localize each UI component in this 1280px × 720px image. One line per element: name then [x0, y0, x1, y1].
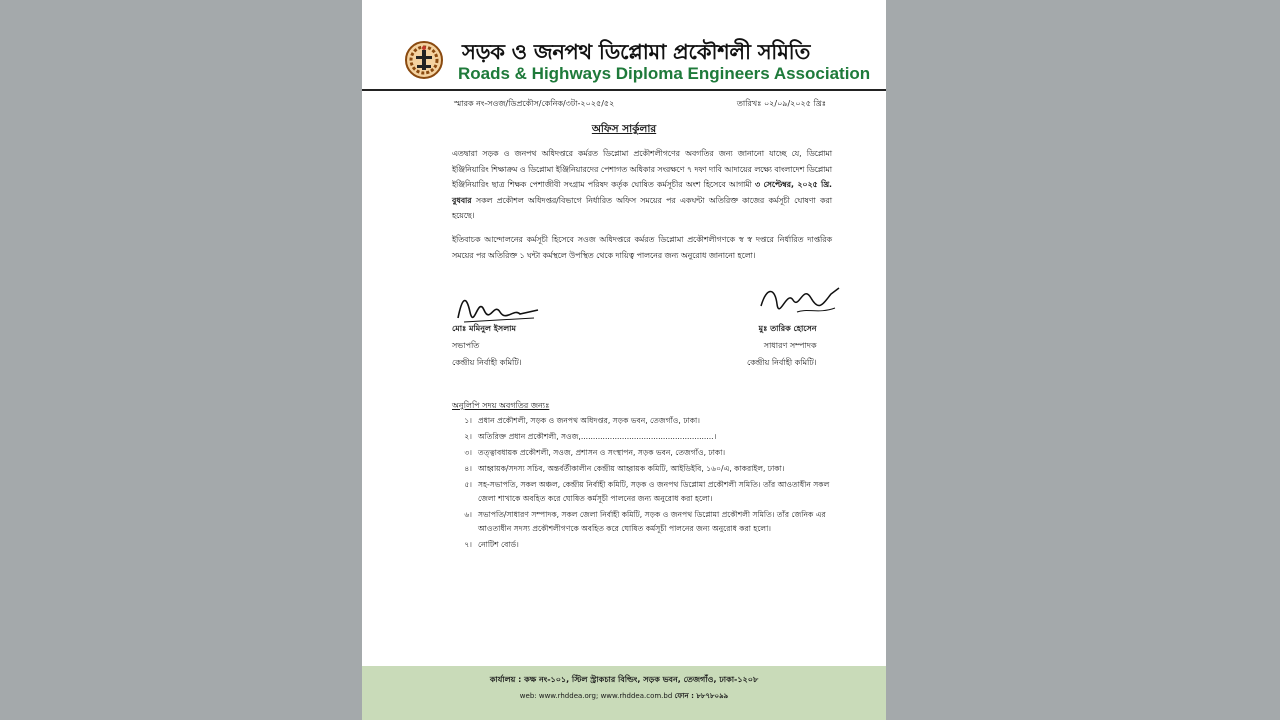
president-title: সভাপতি	[452, 341, 480, 350]
secretary-signature-block	[747, 290, 817, 371]
circular-title: অফিস সার্কুলার	[591, 123, 657, 135]
memo-date: তারিখঃ ০২/০৯/২০২৫ খ্রিঃ	[736, 99, 826, 108]
cc-item-text: সভাপতি/সাধারণ সম্পাদক, সকল জেলা নির্বাহী কমিটি, সড়ক ও জনপথ ডিপ্লোমা প্রকৌশলী সমিতি। তাঁর জেনিক এর আওতাধীন সদস্য প্রকৌশলীগণকে অবহিত করে ঘোষিত কর্মসূচী পালনের জন্য অনুরোধ করা হলো।	[478, 510, 826, 533]
body-paragraph-1	[452, 146, 832, 224]
para1-text-b: সকল প্রকৌশল অধিদপ্তর/বিভাগে নির্ধারিত অফিস সময়ের পর একঘন্টা অতিরিক্ত কাজের কর্মসূচী ঘোষণা করা হয়েছে।	[452, 195, 832, 220]
association-title-english: Roads & Highways Diploma Engineers Association	[458, 64, 871, 83]
cc-item	[452, 430, 832, 444]
president-committee: কেন্দ্রীয় নির্বাহী কমিটি।	[452, 358, 522, 367]
website-links: web: www.rhddea.org; www.rhddea.com.bd	[519, 692, 673, 700]
cc-item	[452, 538, 832, 552]
memo-reference: স্মারক নং-সওজ/ডিপ্রকৌস/কেনিক/৩টা-২০২৫/৫২	[454, 99, 615, 108]
president-name: মোঃ মমিনুল ইসলাম	[452, 324, 516, 333]
cc-item	[452, 478, 832, 506]
cc-list	[452, 414, 832, 554]
secretary-committee: কেন্দ্রীয় নির্বাহী কমিটি।	[747, 358, 817, 367]
cc-heading: অনুলিপি সদয় অবগতির জন্যঃ	[452, 401, 550, 410]
president-signature-block	[452, 290, 522, 371]
office-address: কার্যালয় : কক্ষ নং-১০১, স্টিল স্ট্রাকচার বিল্ডিং, সড়ক ভবন, তেজগাঁও, ঢাকা-১২০৮	[489, 675, 759, 684]
letterhead-footer	[362, 666, 886, 720]
phone-number: ফোন : ৮৮৭৮০৯৯	[674, 692, 729, 700]
cc-item	[452, 446, 832, 460]
cc-item-number: ৫।	[464, 480, 472, 489]
para1-text-a: এতদ্বারা সড়ক ও জনপথ অধিদপ্তরে কর্মরত ডিপ্লোমা প্রকৌশলীগণের অবগতির জন্য জানানো যাচ্ছে যে, ডিপ্লোমা ইঞ্জিনিয়ারিং শিক্ষাক্রম ও ডিপ্লোমা ইঞ্জিনিয়ারদের পেশাগত অধিকার সংরক্ষণে ৭ দফা দাবি আদায়ের লক্ষ্যে বাংলাদেশ ডিপ্লোমা ইঞ্জিনিয়ারিং ছাত্র শিক্ষক পেশাজীবী সংগ্রাম পরিষদ কর্তৃক ঘোষিত কর্মসূচীর অংশ হিসেবে আগামী	[452, 149, 832, 189]
cc-item	[452, 414, 832, 428]
circular-document	[362, 0, 886, 720]
cc-item-text: আহ্বায়ক/সদস্য সচিব, অন্তর্বর্তীকালীন কেন্দ্রীয় আহ্বায়ক কমিটি, আইডিইবি, ১৬০/এ, কাকরাইল, ঢাকা।	[478, 464, 785, 473]
association-logo-icon	[404, 40, 444, 80]
cc-item-number: ৪।	[464, 464, 472, 473]
cc-item-number: ৭।	[464, 540, 472, 549]
body-paragraph-2: ইতিবাচক আন্দোলনের কর্মসূচী হিসেবে সওজ অধিদপ্তরে কর্মরত ডিপ্লোমা প্রকৌশলীগণকে স্ব স্ব দপ্তরে নির্ধারিত দাপ্তরিক সময়ের পর অতিরিক্ত ১ ঘন্টা কর্মস্থলে উপস্থিত থেকে দায়িত্ব পালনের জন্য অনুরোধ জানানো হলো।	[452, 235, 832, 260]
cc-item-text: সহ-সভাপতি, সকল অঞ্চল, কেন্দ্রীয় নির্বাহী কমিটি, সড়ক ও জনপথ ডিপ্লোমা প্রকৌশলী সমিতি। তাঁর আওতাধীন সকল জেলা শাখাকে অবহিত করে ঘোষিত কর্মসূচী পালনের জন্য অনুরোধ করা হলো।	[478, 480, 830, 503]
header-divider	[362, 89, 886, 91]
secretary-title: সাধারণ সম্পাদক	[763, 341, 817, 350]
cc-item-number: ১।	[464, 416, 472, 425]
cc-item-text: নোটিশ বোর্ড।	[478, 540, 519, 549]
secretary-name: মুঃ তারিক হোসেন	[758, 324, 817, 333]
cc-item-text: তত্ত্বাবধায়ক প্রকৌশলী, সওজ, প্রশাসন ও সংস্থাপন, সড়ক ভবন, তেজগাঁও, ঢাকা।	[478, 448, 726, 457]
para1-date-bold: ৩ সেপ্টেম্বর, ২০২৫ খ্রি. বুধবার	[452, 180, 832, 205]
cc-item-number: ৬।	[464, 510, 472, 519]
association-title-bangla: সড়ক ও জনপথ ডিপ্লোমা প্রকৌশলী সমিতি	[462, 40, 811, 64]
cc-item-number: ২।	[464, 432, 472, 441]
cc-item-text: প্রধান প্রকৌশলী, সড়ক ও জনপথ অধিদপ্তর, সড়ক ভবন, তেজগাঁও, ঢাকা।	[478, 416, 700, 425]
footer-contact	[362, 690, 886, 702]
cc-item	[452, 508, 832, 536]
cc-item-text: অতিরিক্ত প্রধান প্রকৌশলী, সওজ,.......................................................।	[478, 432, 717, 441]
cc-item	[452, 462, 832, 476]
cc-item-number: ৩।	[464, 448, 472, 457]
